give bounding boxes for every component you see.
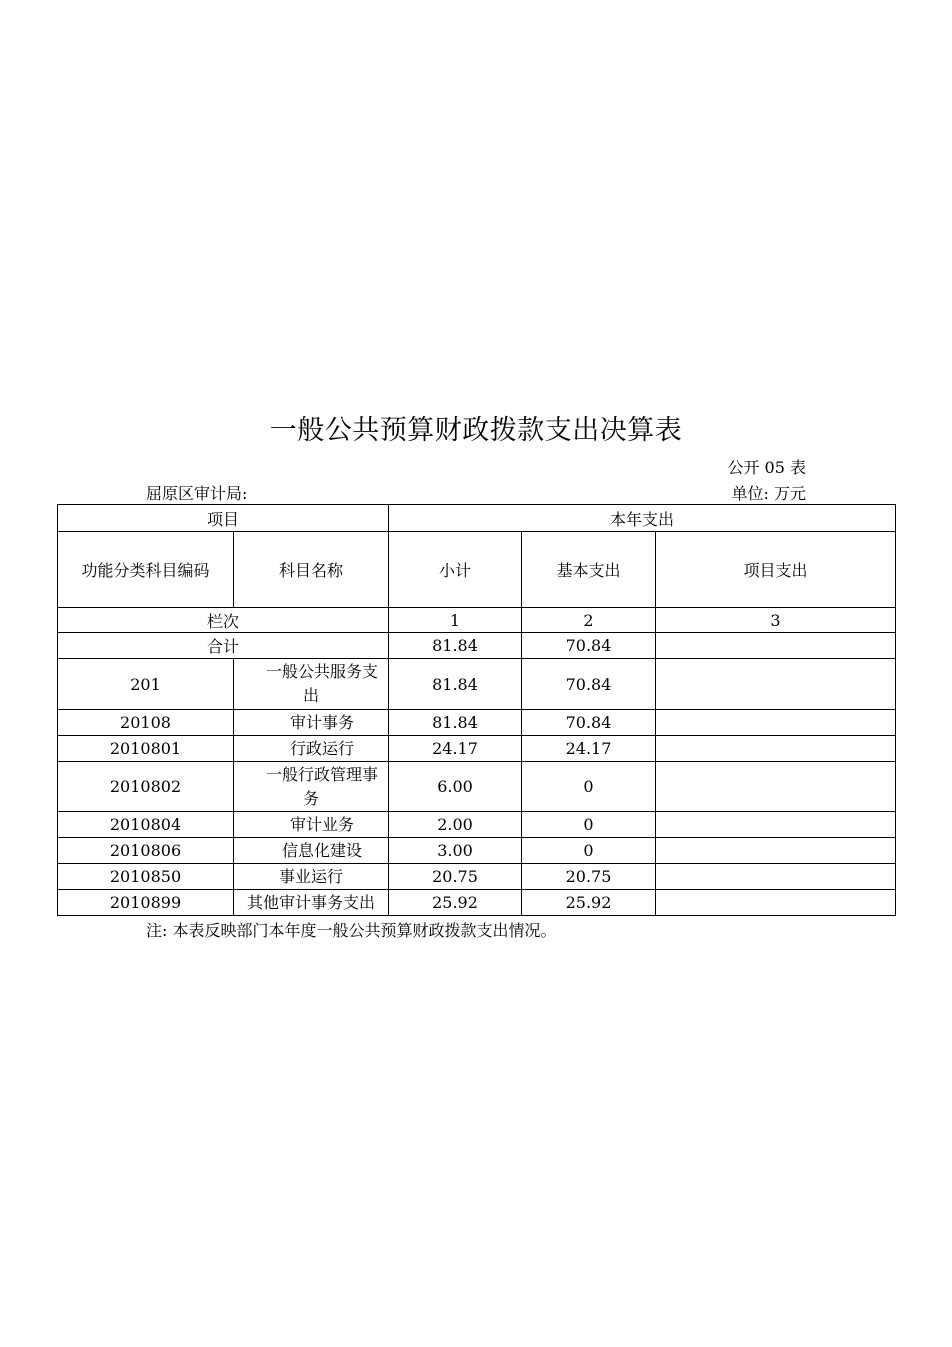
header-subtotal: 小计 <box>389 532 522 608</box>
row-basic: 0 <box>522 762 656 812</box>
row-subtotal: 20.75 <box>389 864 522 890</box>
row-code: 2010801 <box>58 736 234 762</box>
total-row <box>58 633 896 659</box>
row-code: 2010850 <box>58 864 234 890</box>
header-basic: 基本支出 <box>522 532 656 608</box>
row-code: 20108 <box>58 710 234 736</box>
organization-name: 屈原区审计局: <box>146 484 248 503</box>
row-name-line1: 审计事务 <box>290 712 355 732</box>
row-name-line1: 一般行政管理事 <box>266 764 379 784</box>
row-project <box>656 864 896 890</box>
column-2: 2 <box>522 608 656 633</box>
row-name <box>234 890 389 916</box>
row-subtotal: 3.00 <box>389 838 522 864</box>
total-label: 合计 <box>58 633 389 659</box>
row-name <box>234 659 389 710</box>
total-project <box>656 633 896 659</box>
row-project <box>656 838 896 864</box>
row-code: 2010806 <box>58 838 234 864</box>
row-project <box>656 736 896 762</box>
row-code: 2010804 <box>58 812 234 838</box>
header-row-1 <box>58 505 896 532</box>
header-func-code: 功能分类科目编码 <box>58 532 234 608</box>
row-subtotal: 2.00 <box>389 812 522 838</box>
row-basic: 24.17 <box>522 736 656 762</box>
table-row <box>58 736 896 762</box>
row-name-line1: 行政运行 <box>290 738 355 758</box>
row-basic: 20.75 <box>522 864 656 890</box>
row-code: 2010802 <box>58 762 234 812</box>
row-name <box>234 864 389 890</box>
row-name-line1: 信息化建设 <box>282 840 363 860</box>
row-name-line2: 出 <box>303 686 320 705</box>
row-subtotal: 6.00 <box>389 762 522 812</box>
row-subtotal: 24.17 <box>389 736 522 762</box>
row-name <box>234 812 389 838</box>
budget-table <box>57 504 896 916</box>
row-name-line1: 审计业务 <box>290 814 355 834</box>
table-row <box>58 710 896 736</box>
column-row-label: 栏次 <box>58 608 389 633</box>
row-name-line2: 务 <box>303 788 320 808</box>
table-row <box>58 838 896 864</box>
column-number-row <box>58 608 896 633</box>
header-project: 项目支出 <box>656 532 896 608</box>
table-row <box>58 659 896 710</box>
row-project <box>656 812 896 838</box>
row-project <box>656 762 896 812</box>
header-subject-name: 科目名称 <box>234 532 389 608</box>
table-note: 注: 本表反映部门本年度一般公共预算财政拨款支出情况。 <box>146 921 557 940</box>
row-name <box>234 838 389 864</box>
row-name <box>234 736 389 762</box>
table-row <box>58 890 896 916</box>
row-basic: 70.84 <box>522 710 656 736</box>
row-code: 201 <box>58 659 234 710</box>
row-basic: 25.92 <box>522 890 656 916</box>
table-row <box>58 762 896 812</box>
unit-label: 单位: 万元 <box>731 484 806 503</box>
header-current-year: 本年支出 <box>389 505 896 532</box>
row-subtotal: 81.84 <box>389 710 522 736</box>
row-name <box>234 710 389 736</box>
row-code: 2010899 <box>58 890 234 916</box>
row-name-line1: 一般公共服务支 <box>266 662 379 681</box>
column-3: 3 <box>656 608 896 633</box>
table-row <box>58 864 896 890</box>
row-name-line1: 其他审计事务支出 <box>247 892 376 912</box>
form-code: 公开 05 表 <box>727 458 806 477</box>
page-title: 一般公共预算财政拨款支出决算表 <box>269 415 683 446</box>
row-basic: 0 <box>522 812 656 838</box>
row-basic: 70.84 <box>522 659 656 710</box>
row-subtotal: 25.92 <box>389 890 522 916</box>
table-row <box>58 812 896 838</box>
row-project <box>656 890 896 916</box>
row-name-line1: 事业运行 <box>279 866 344 886</box>
row-project <box>656 659 896 710</box>
total-subtotal: 81.84 <box>389 633 522 659</box>
row-basic: 0 <box>522 838 656 864</box>
row-subtotal: 81.84 <box>389 659 522 710</box>
row-name <box>234 762 389 812</box>
header-row-2 <box>58 532 896 608</box>
column-1: 1 <box>389 608 522 633</box>
header-item: 项目 <box>58 505 389 532</box>
total-basic: 70.84 <box>522 633 656 659</box>
row-project <box>656 710 896 736</box>
